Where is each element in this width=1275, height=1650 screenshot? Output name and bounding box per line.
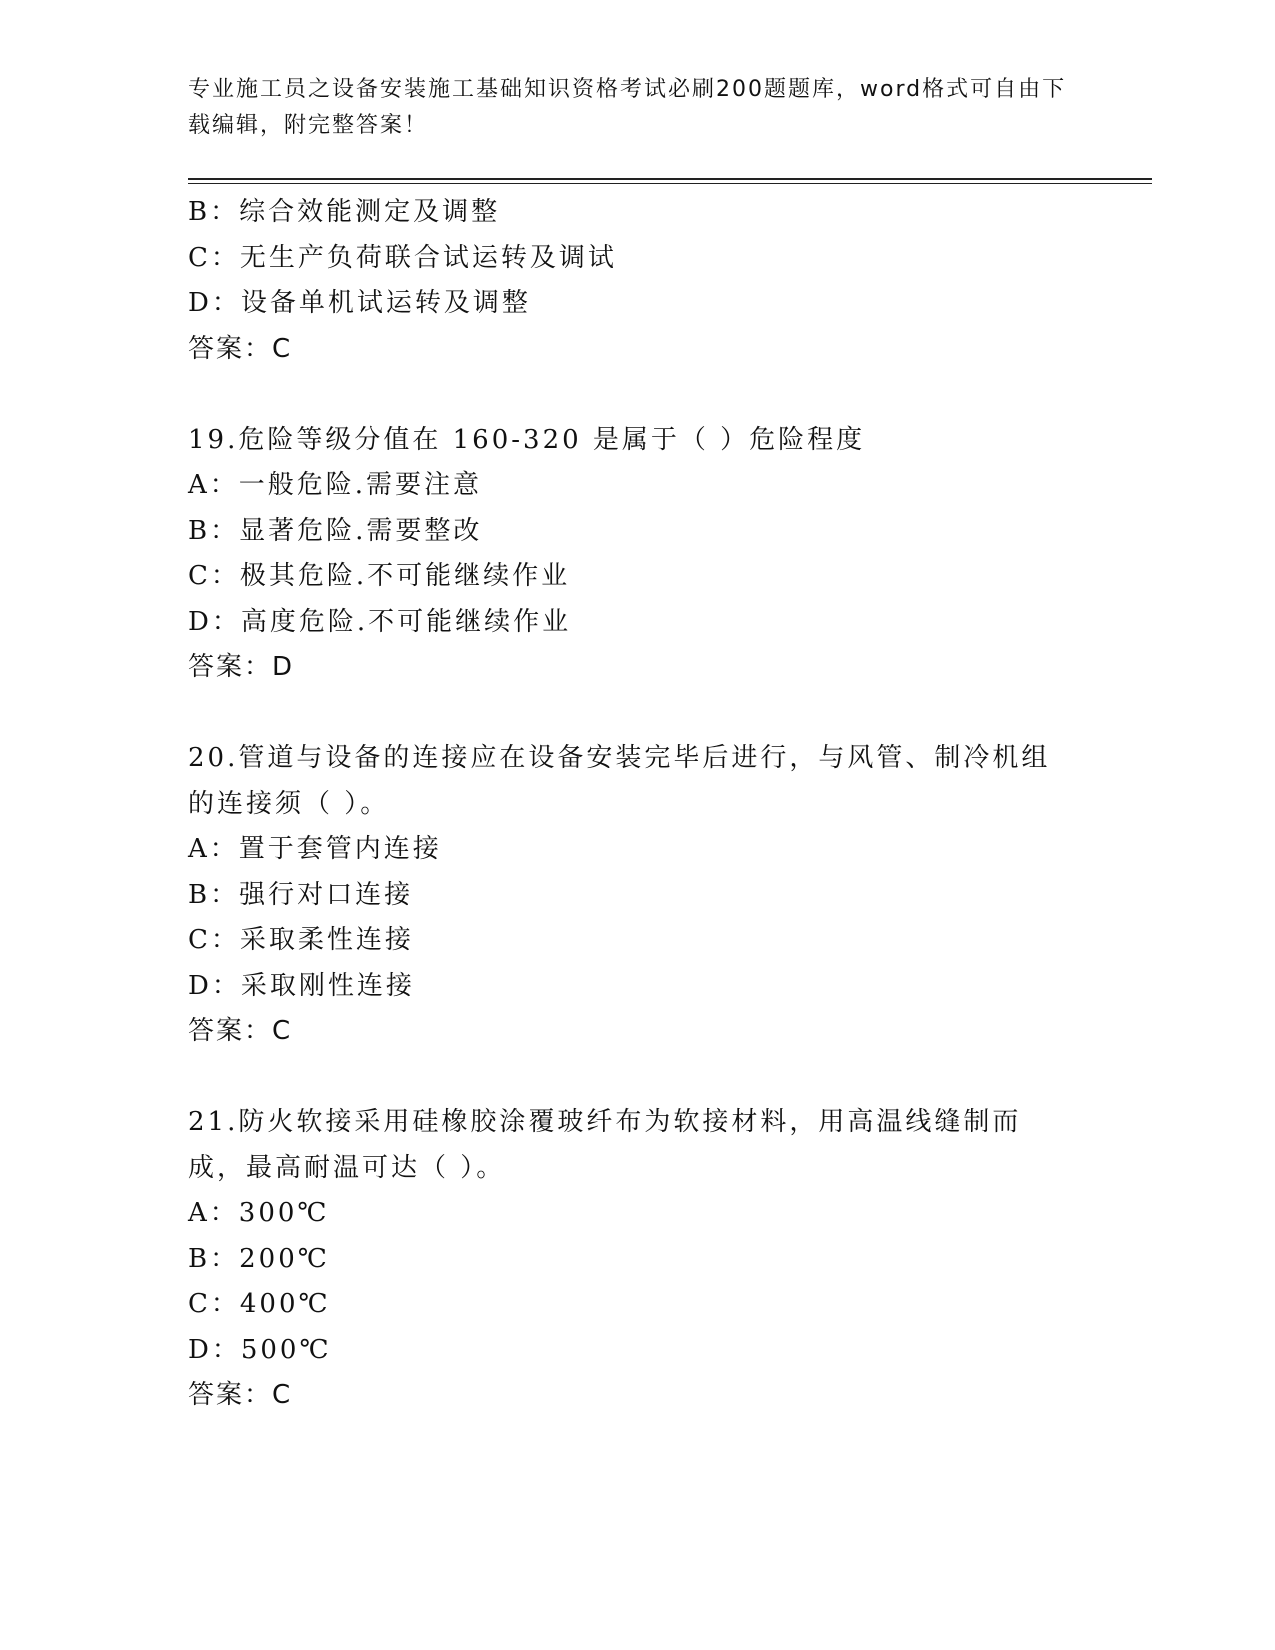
question-21 [188, 1100, 1088, 1419]
spacer [188, 1055, 1088, 1101]
spacer [188, 372, 1088, 418]
option-a: A：置于套管内连接 [188, 834, 442, 864]
option-a: A：300℃ [188, 1198, 330, 1228]
option-d: D：500℃ [188, 1334, 332, 1365]
option-c: C：400℃ [188, 1289, 331, 1319]
option-b: B：显著危险.需要整改 [188, 515, 483, 546]
question-18 [188, 190, 1088, 372]
header-divider-thin [188, 183, 1152, 184]
option-c: C：无生产负荷联合试运转及调试 [188, 242, 617, 273]
answer-line: 答案：C [188, 1016, 293, 1046]
option-b: B：强行对口连接 [188, 879, 414, 910]
question-19 [188, 418, 1088, 691]
option-b: B：综合效能测定及调整 [188, 197, 501, 227]
question-content [188, 190, 1088, 1419]
option-d: D：采取刚性连接 [188, 970, 415, 1001]
question-title: 19.危险等级分值在 160-320 是属于（ ）危险程度 [188, 424, 866, 455]
option-c: C：极其危险.不可能继续作业 [188, 561, 571, 591]
header-divider-thick [188, 178, 1152, 180]
answer-line: 答案：C [188, 1380, 293, 1410]
question-title: 21.防火软接采用硅橡胶涂覆玻纤布为软接材料，用高温线缝制而成，最高耐温可达（ ）。 [188, 1107, 1022, 1183]
answer-line: 答案：C [188, 333, 293, 364]
question-20 [188, 736, 1088, 1055]
option-d: D：高度危险.不可能继续作业 [188, 606, 572, 637]
option-d: D：设备单机试运转及调整 [188, 288, 531, 318]
question-title: 20.管道与设备的连接应在设备安装完毕后进行，与风管、制冷机组的连接须（ ）。 [188, 743, 1051, 819]
option-a: A：一般危险.需要注意 [188, 470, 483, 500]
option-b: B：200℃ [188, 1243, 330, 1274]
answer-line: 答案：D [188, 652, 295, 682]
spacer [188, 691, 1088, 737]
document-header: 专业施工员之设备安装施工基础知识资格考试必刷200题题库，word格式可自由下载编辑，附完整答案！ [188, 77, 1067, 138]
option-c: C：采取柔性连接 [188, 925, 414, 955]
